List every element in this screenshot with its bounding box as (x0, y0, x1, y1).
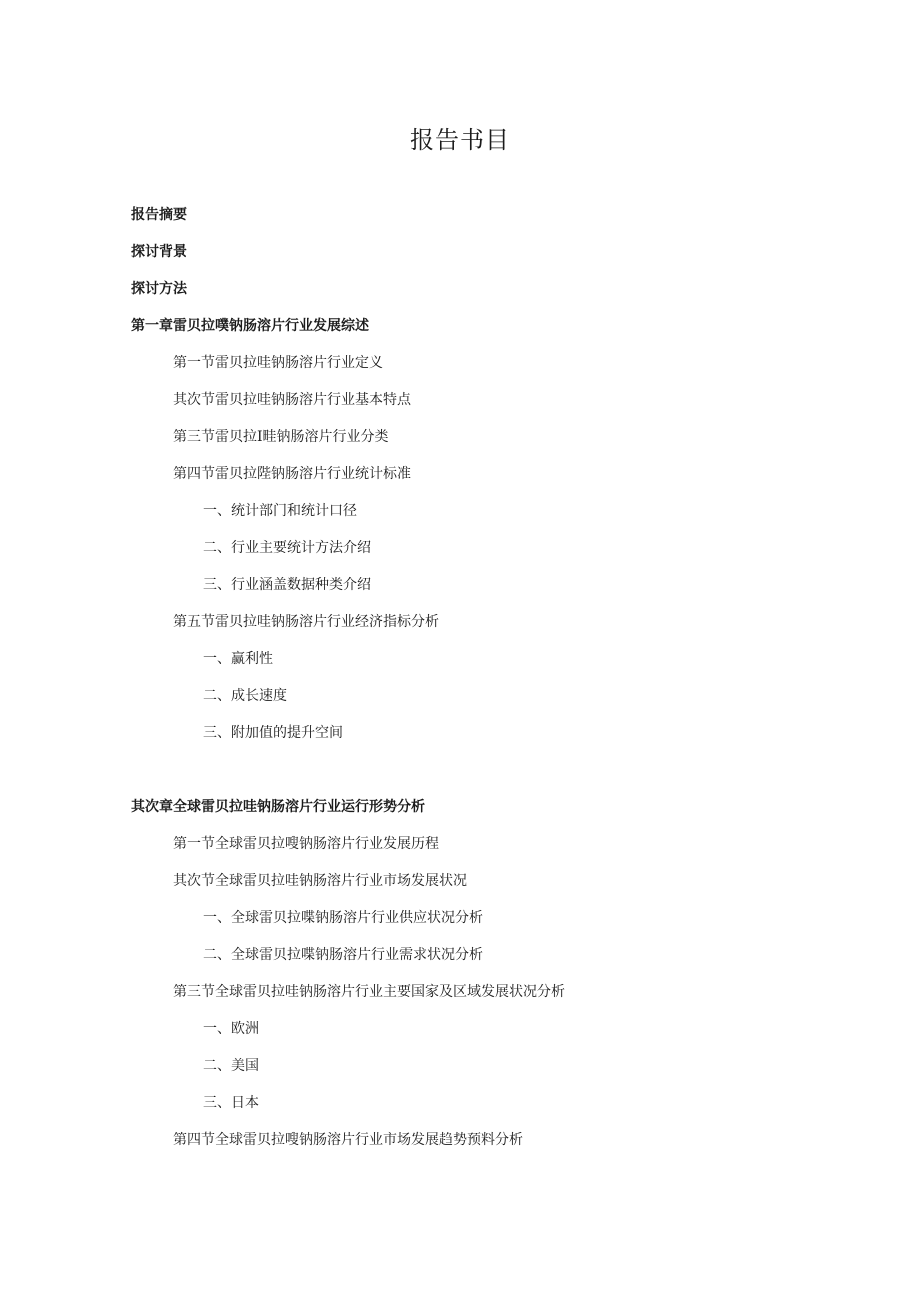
table-of-contents (0, 204, 920, 1166)
toc-chapter: 第一章雷贝拉噗钠肠溶片行业发展综述 (131, 318, 369, 334)
toc-spacer (0, 759, 920, 796)
toc-chapter: 探讨背景 (131, 244, 187, 260)
toc-chapter: 探讨方法 (131, 281, 187, 297)
toc-subsection: 一、全球雷贝拉喋钠肠溶片行业供应状况分析 (203, 910, 483, 926)
toc-section: 其次节雷贝拉哇钠肠溶片行业基本特点 (173, 392, 411, 408)
toc-section: 第三节雷贝拉Ⅰ畦钠肠溶片行业分类 (173, 429, 389, 445)
toc-subsection: 二、美国 (203, 1058, 259, 1074)
toc-section: 第五节雷贝拉哇钠肠溶片行业经济指标分析 (173, 614, 439, 630)
toc-section: 其次节全球雷贝拉哇钠肠溶片行业市场发展状况 (173, 873, 467, 889)
toc-subsection: 三、附加值的提升空间 (203, 725, 343, 741)
toc-subsection: 二、全球雷贝拉喋钠肠溶片行业需求状况分析 (203, 947, 483, 963)
toc-section: 第一节全球雷贝拉嗖钠肠溶片行业发展历程 (173, 836, 439, 852)
toc-section: 第四节雷贝拉陛钠肠溶片行业统计标准 (173, 466, 411, 482)
toc-section: 第一节雷贝拉哇钠肠溶片行业定义 (173, 355, 383, 371)
toc-subsection: 一、统计部门和统计口径 (203, 503, 357, 519)
toc-chapter: 报告摘要 (131, 207, 187, 223)
toc-subsection: 二、行业主要统计方法介绍 (203, 540, 371, 556)
toc-subsection: 二、成长速度 (203, 688, 287, 704)
toc-subsection: 三、日本 (203, 1095, 259, 1111)
page-title: 报告书目 (410, 126, 510, 154)
toc-subsection: 一、赢利性 (203, 651, 273, 667)
toc-subsection: 三、行业涵盖数据种类介绍 (203, 577, 371, 593)
toc-section: 第三节全球雷贝拉哇钠肠溶片行业主要国家及区域发展状况分析 (173, 984, 565, 1000)
toc-subsection: 一、欧洲 (203, 1021, 259, 1037)
toc-chapter: 其次章全球雷贝拉哇钠肠溶片行业运行形势分析 (131, 799, 425, 815)
toc-section: 第四节全球雷贝拉嗖钠肠溶片行业市场发展趋势预料分析 (173, 1132, 523, 1148)
